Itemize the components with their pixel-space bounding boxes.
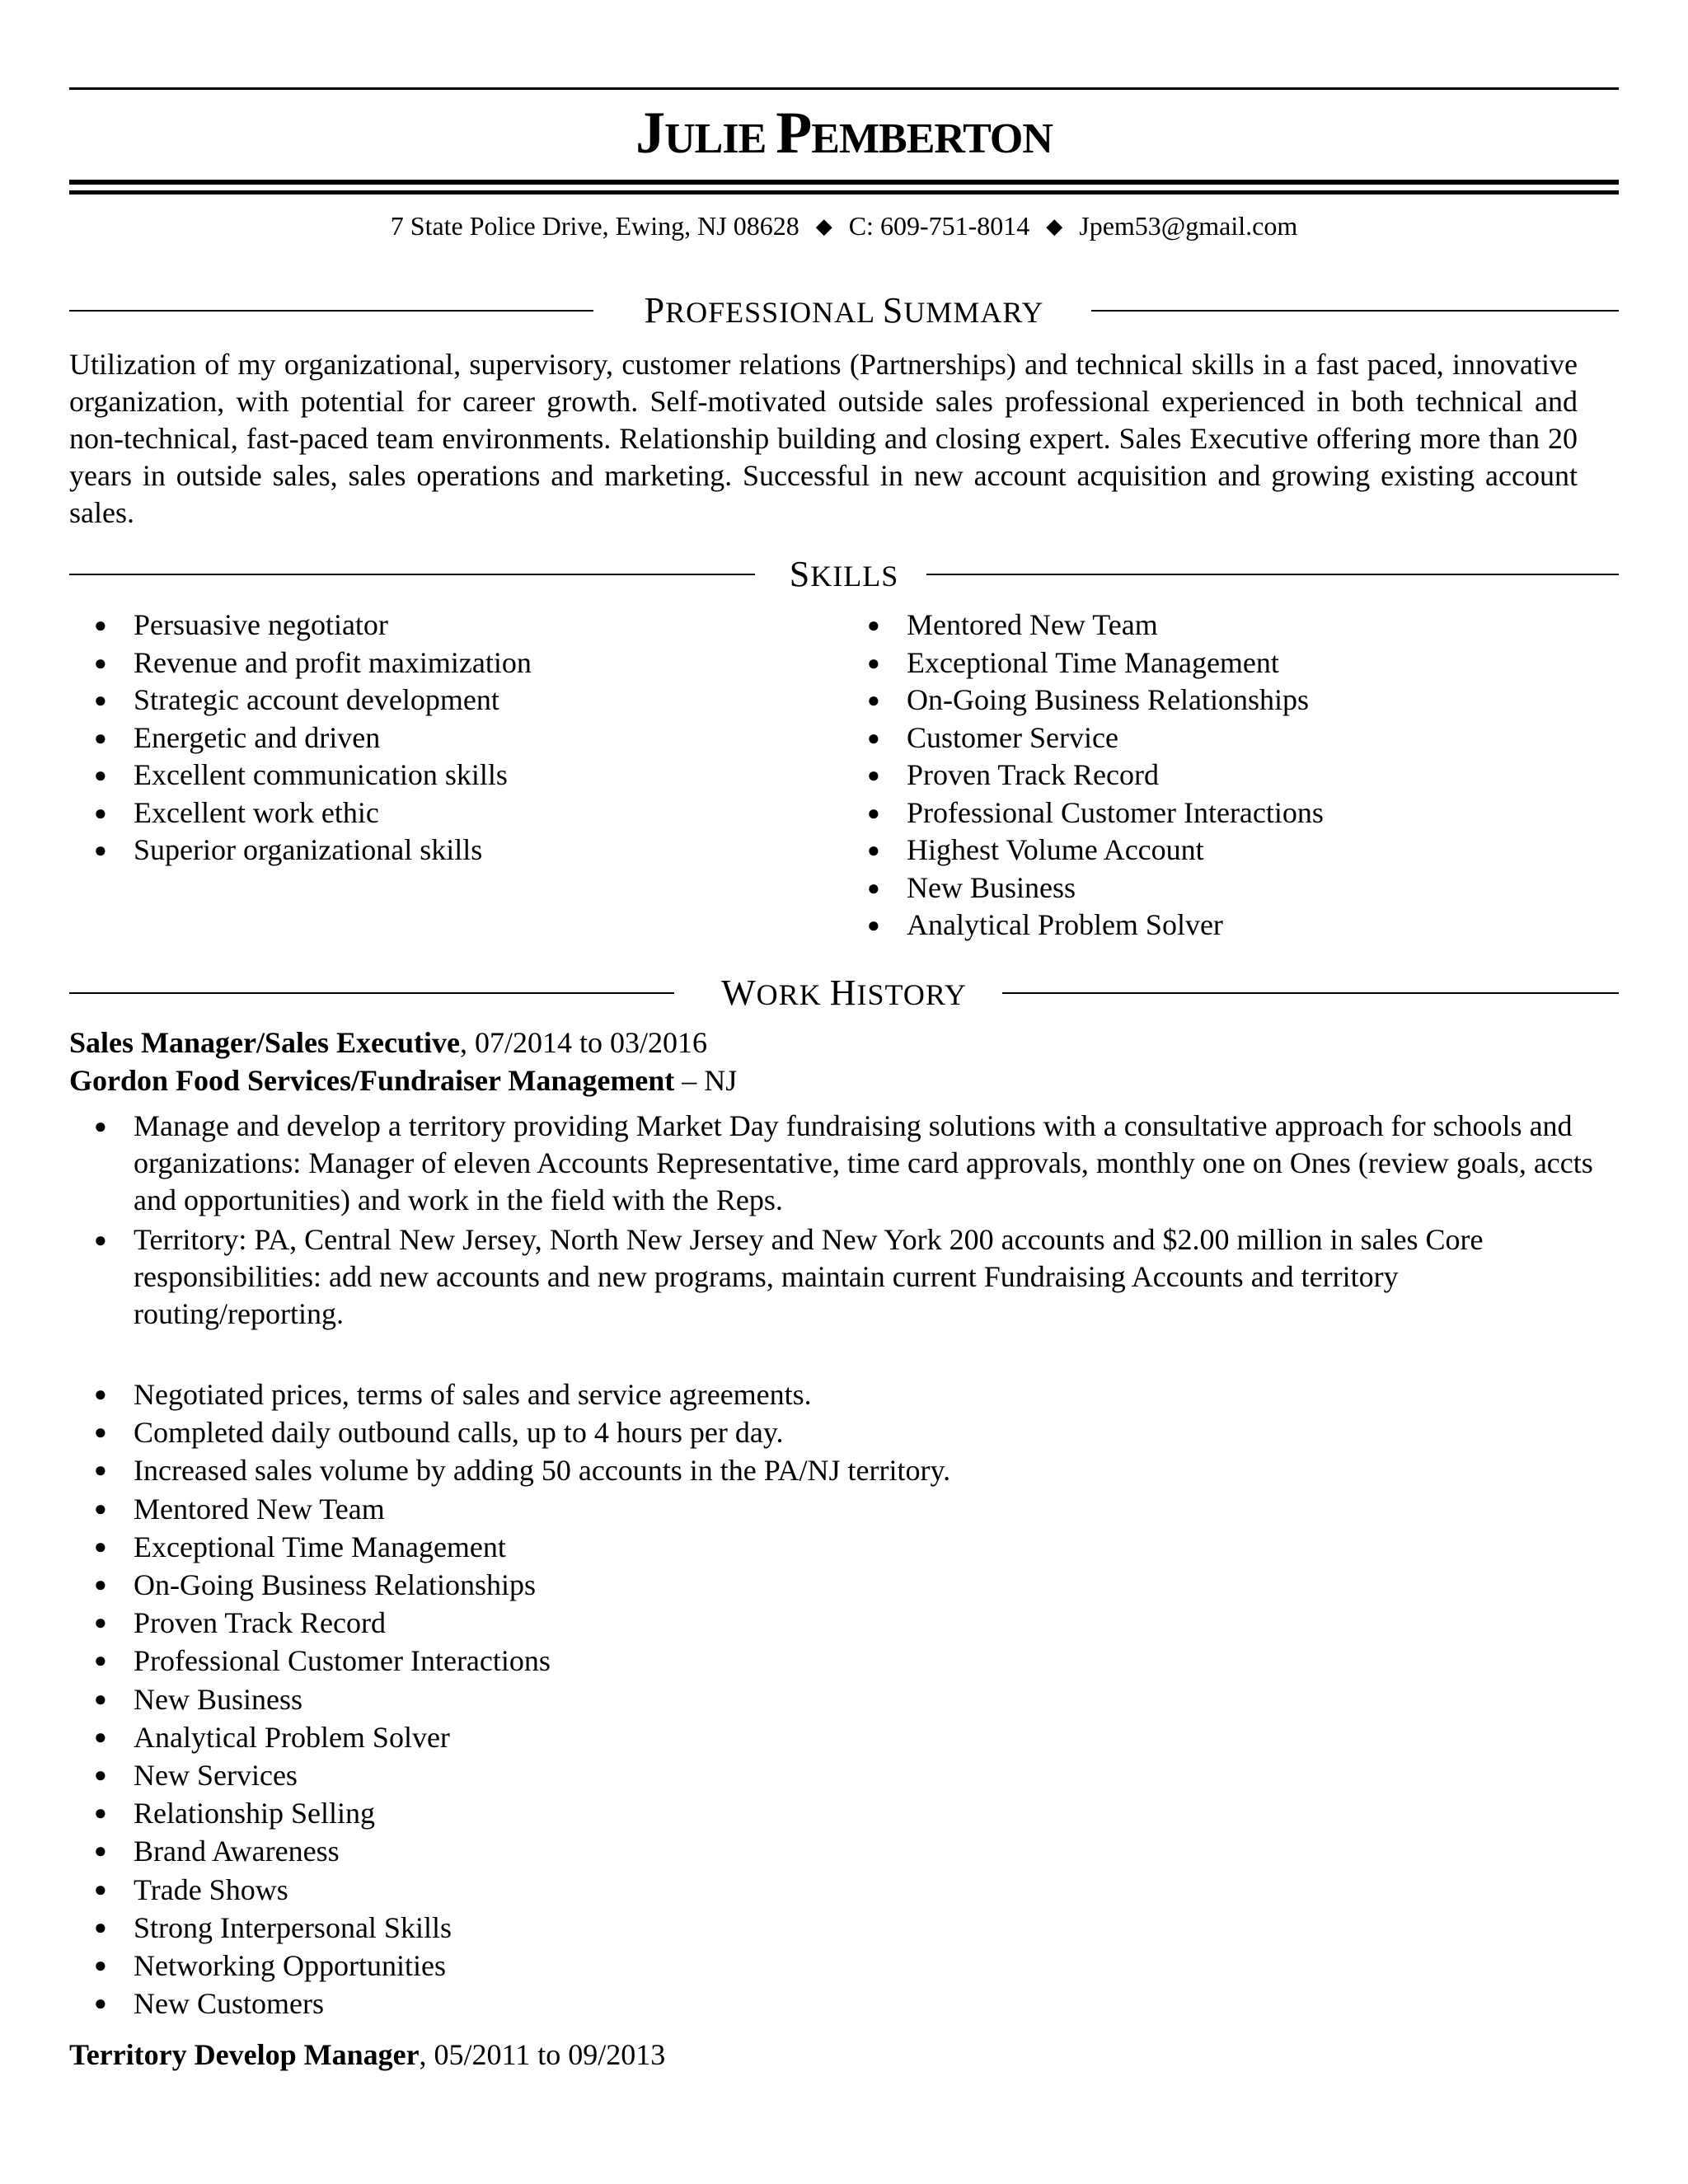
bullet-icon: ● — [94, 1839, 107, 1863]
job-title-2: Territory Develop Manager, 05/2011 to 09/2013 — [69, 2038, 666, 2071]
list-item: ● Completed daily outbound calls, up to 4 hours per day. — [69, 1413, 1602, 1451]
job-company-1: Gordon Food Services/Fundraiser Management – NJ — [69, 1064, 738, 1097]
bullet-icon: ● — [94, 1648, 107, 1673]
list-item: ● Relationship Selling — [69, 1794, 1602, 1832]
list-item: ● Excellent communication skills — [69, 757, 828, 794]
bullet-icon: ● — [94, 1991, 107, 2016]
list-item: ● Territory: PA, Central New Jersey, North New Jersey and New York 200 accounts and $2.00 million in sales Core responsibilities: add new accounts and new programs, maintain current Fundraising Accounts and territory routing/reporting. — [94, 1223, 1484, 1330]
list-item: ● Excellent work ethic — [69, 794, 828, 832]
section-heading-work-history: WORK HISTORY — [69, 972, 1619, 1014]
bullet-icon: ● — [867, 650, 880, 675]
list-item: ● New Services — [69, 1756, 1602, 1794]
list-item: ● Proven Track Record — [842, 757, 1601, 794]
list-item: ● Mentored New Team — [69, 1490, 1602, 1528]
bullet-icon: ● — [94, 838, 107, 862]
contact-line — [0, 211, 1688, 241]
bullet-icon: ● — [94, 1534, 107, 1558]
section-heading-summary: PROFESSIONAL SUMMARY — [69, 290, 1619, 331]
list-item: ● Customer Service — [842, 719, 1601, 757]
list-item: ● New Customers — [69, 1985, 1602, 2022]
list-item: ● Professional Customer Interactions — [842, 794, 1601, 832]
candidate-name: JULIE PEMBERTON — [635, 100, 1053, 166]
bullet-icon: ● — [94, 1572, 107, 1597]
email: Jpem53@gmail.com — [1079, 211, 1298, 241]
list-item: ● Proven Track Record — [69, 1604, 1602, 1642]
list-item: ● Mentored New Team — [842, 607, 1601, 644]
bullet-icon: ● — [94, 1496, 107, 1521]
name-rule-thick — [69, 180, 1619, 185]
list-item: ● Persuasive negotiator — [69, 607, 828, 644]
bullet-icon: ● — [867, 913, 880, 937]
diamond-separator-icon: ◆ — [1046, 214, 1063, 238]
list-item: ● Negotiated prices, terms of sales and service agreements. — [69, 1376, 1602, 1413]
bullet-icon: ● — [94, 1801, 107, 1825]
list-item: ● Strong Interpersonal Skills — [69, 1909, 1602, 1947]
top-rule — [69, 87, 1619, 90]
list-item: ● Analytical Problem Solver — [842, 907, 1601, 944]
bullet-icon: ● — [94, 1610, 107, 1635]
bullet-icon: ● — [867, 800, 880, 825]
list-item: ● Exceptional Time Management — [842, 644, 1601, 682]
list-item: ● Professional Customer Interactions — [69, 1642, 1602, 1680]
list-item: ● On-Going Business Relationships — [842, 682, 1601, 719]
list-item: ● Analytical Problem Solver — [69, 1718, 1602, 1756]
bullet-icon: ● — [94, 800, 107, 825]
bullet-icon: ● — [94, 1763, 107, 1788]
bullet-icon: ● — [94, 650, 107, 675]
phone: C: 609-751-8014 — [848, 211, 1030, 241]
bullet-icon: ● — [94, 1458, 107, 1483]
bullet-icon: ● — [867, 763, 880, 787]
bullet-icon: ● — [94, 688, 107, 712]
bullet-icon: ● — [94, 1915, 107, 1939]
bullet-icon: ● — [867, 838, 880, 862]
bullet-icon: ● — [94, 1877, 107, 1901]
list-item: ● Superior organizational skills — [69, 832, 828, 869]
bullet-icon: ● — [94, 1382, 107, 1406]
bullet-icon: ● — [867, 875, 880, 900]
bullet-icon: ● — [94, 725, 107, 750]
bullet-icon: ● — [94, 763, 107, 787]
list-item: ● Energetic and driven — [69, 719, 828, 757]
bullet-icon: ● — [94, 613, 107, 637]
list-item: ● Highest Volume Account — [842, 832, 1601, 869]
job1-responsibilities — [69, 1108, 1602, 1333]
bullet-icon: ● — [94, 1724, 107, 1749]
list-item: ● Strategic account development — [69, 682, 828, 719]
name-rule-thick-2 — [69, 190, 1619, 194]
bullet-icon: ● — [867, 613, 880, 637]
list-item: ● New Business — [69, 1680, 1602, 1718]
bullet-icon: ● — [867, 725, 880, 750]
bullet-icon: ● — [94, 1114, 107, 1138]
bullet-icon: ● — [94, 1953, 107, 1978]
list-item: ● Manage and develop a territory providing Market Day fundraising solutions with a consultative approach for schools and organizations: Manager of eleven Accounts Representative, time card approvals, monthly one on Ones (review goals, accts and opportunities) and work in the field with the Reps. — [94, 1109, 1593, 1216]
skills-list-left — [69, 607, 828, 869]
bullet-icon: ● — [94, 1228, 107, 1252]
list-item: ● Revenue and profit maximization — [69, 644, 828, 682]
list-item: ● Increased sales volume by adding 50 accounts in the PA/NJ territory. — [69, 1451, 1602, 1489]
bullet-icon: ● — [94, 1686, 107, 1711]
section-heading-skills: SKILLS — [69, 554, 1619, 595]
list-item: ● Trade Shows — [69, 1871, 1602, 1909]
list-item: ● Brand Awareness — [69, 1832, 1602, 1870]
list-item: ● Exceptional Time Management — [69, 1528, 1602, 1566]
bullet-icon: ● — [867, 688, 880, 712]
skills-list-right — [842, 607, 1601, 944]
address: 7 State Police Drive, Ewing, NJ 08628 — [390, 211, 799, 241]
list-item: ● On-Going Business Relationships — [69, 1566, 1602, 1604]
list-item: ● Networking Opportunities — [69, 1947, 1602, 1985]
job-title-1: Sales Manager/Sales Executive, 07/2014 to 03/2016 — [69, 1026, 707, 1059]
diamond-separator-icon: ◆ — [815, 214, 832, 238]
bullet-icon: ● — [94, 1420, 107, 1445]
job1-achievements — [69, 1376, 1602, 2022]
summary-text: Utilization of my organizational, supervisory, customer relations (Partnerships) and technical skills in a fast paced, innovative organization, with potential for career growth. Self-motivated outside sales professional experienced in both technical and non-technical, fast-paced team environments. Relationship building and closing expert. Sales Executive offering more than 20 years in outside sales, sales operations and marketing. Successful in new account acquisition and growing existing account sales. — [69, 348, 1578, 529]
list-item: ● New Business — [842, 869, 1601, 907]
